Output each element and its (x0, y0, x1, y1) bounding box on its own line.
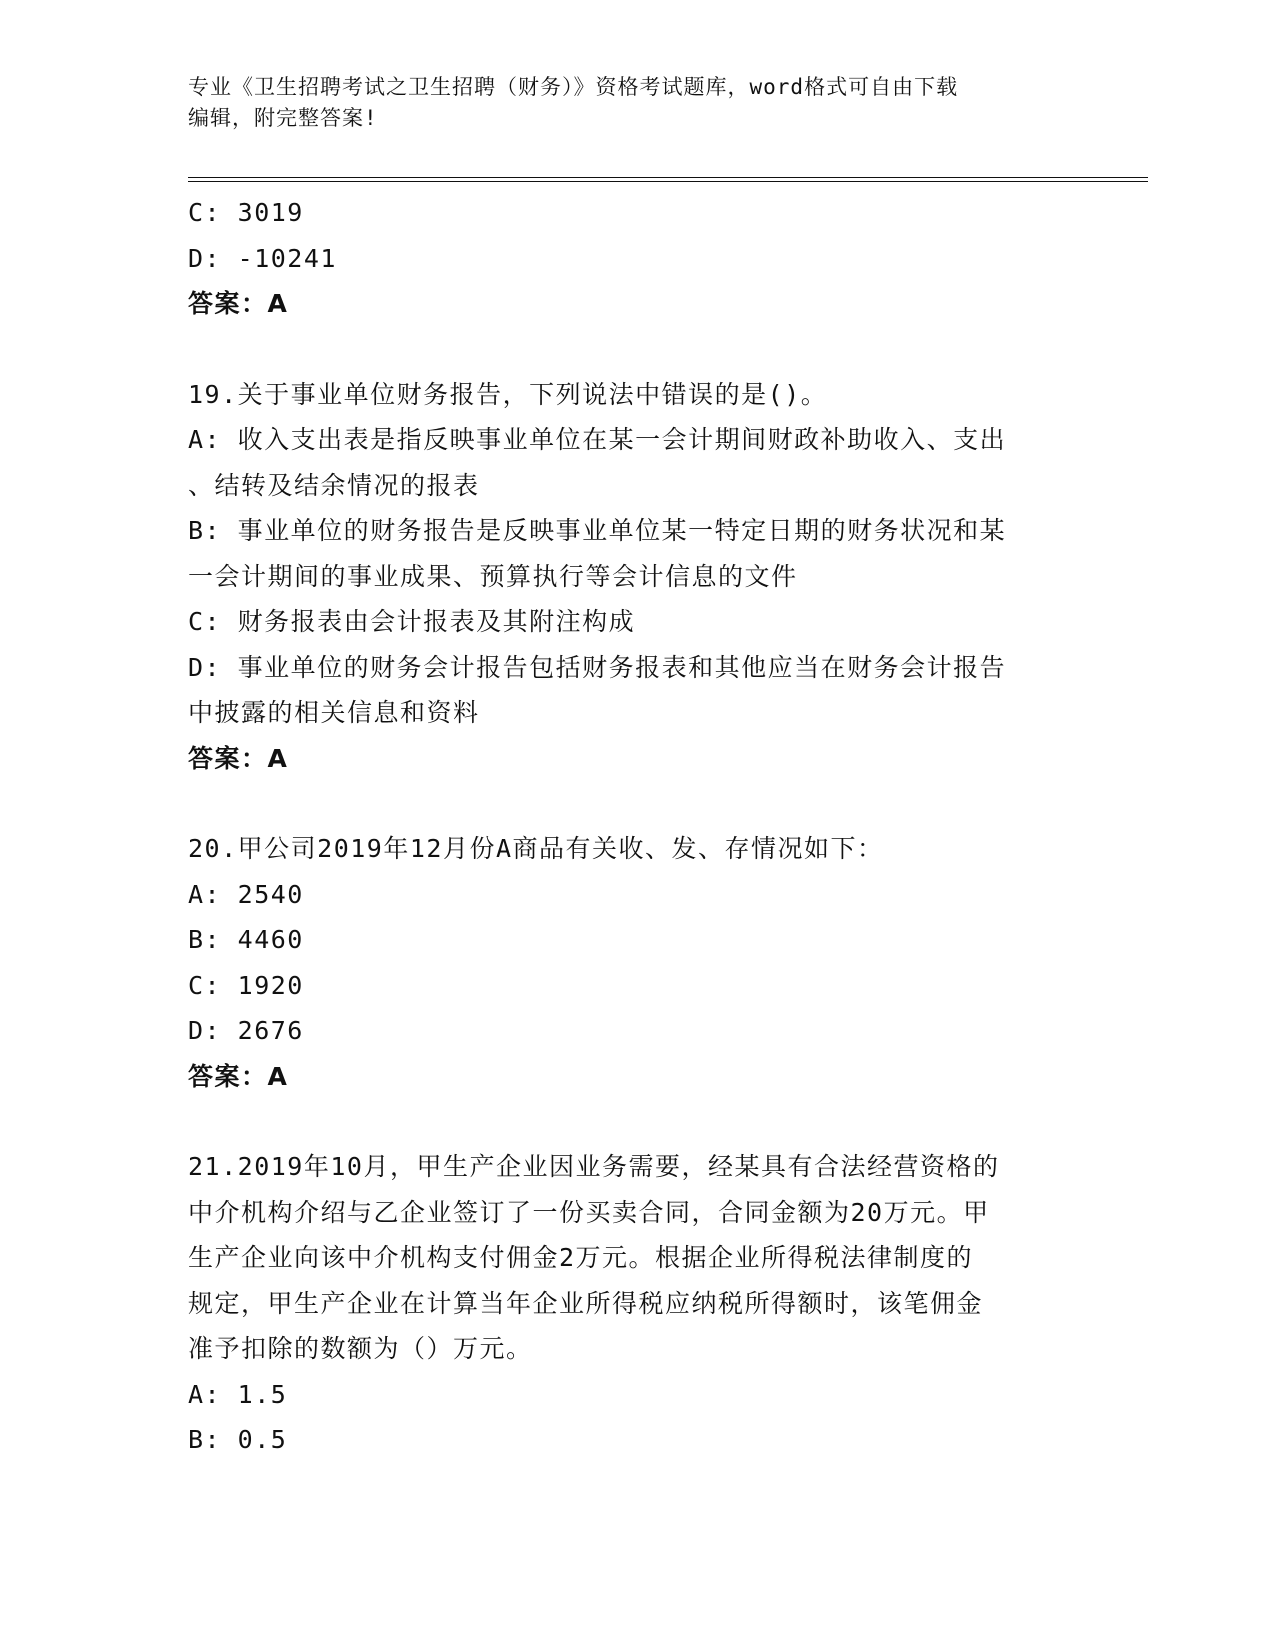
question-stem: 21.2019年10月，甲生产企业因业务需要，经某具有合法经营资格的 (188, 1152, 1000, 1181)
question-stem-continued: 生产企业向该中介机构支付佣金2万元。根据企业所得税法律制度的 (188, 1243, 974, 1272)
question-stem-continued: 规定，甲生产企业在计算当年企业所得税应纳税所得额时，该笔佣金 (188, 1288, 984, 1318)
header-divider-bottom (188, 181, 1148, 182)
question-20 (188, 826, 1068, 1099)
option-b-continued: 一会计期间的事业成果、预算执行等会计信息的文件 (188, 561, 798, 591)
question-stem: 19.关于事业单位财务报告，下列说法中错误的是()。 (188, 379, 828, 409)
spacer (188, 1099, 1068, 1144)
answer-line: 答案：A (188, 1061, 289, 1091)
spacer (188, 781, 1068, 826)
option-b: B: 4460 (188, 925, 304, 954)
option-a: A: 2540 (188, 879, 304, 909)
document-header (188, 72, 1068, 134)
option-a-continued: 、结转及结余情况的报表 (188, 470, 480, 500)
option-d: D: 事业单位的财务会计报告包括财务报表和其他应当在财务会计报告 (188, 652, 1007, 682)
header-divider-top (188, 177, 1148, 178)
question-stem-continued: 中介机构介绍与乙企业签订了一份买卖合同，合同金额为20万元。甲 (188, 1197, 990, 1227)
option-b: B: 事业单位的财务报告是反映事业单位某一特定日期的财务状况和某 (188, 516, 1007, 545)
question-19 (188, 372, 1068, 782)
option-d: D: 2676 (188, 1016, 304, 1045)
answer-line: 答案：A (188, 743, 289, 773)
header-line-2: 编辑，附完整答案! (188, 106, 378, 130)
option-a: A: 1.5 (188, 1379, 288, 1409)
header-line-1: 专业《卫生招聘考试之卫生招聘（财务）》资格考试题库，word格式可自由下载 (188, 75, 959, 99)
question-18-tail (188, 190, 1068, 327)
spacer (188, 327, 1068, 372)
option-c: C: 财务报表由会计报表及其附注构成 (188, 607, 636, 636)
option-c: C: 1920 (188, 970, 304, 1000)
answer-line: 答案：A (188, 289, 289, 318)
question-stem-continued: 准予扣除的数额为（）万元。 (188, 1334, 533, 1363)
option-c: C: 3019 (188, 198, 304, 227)
option-a: A: 收入支出表是指反映事业单位在某一会计期间财政补助收入、支出 (188, 425, 1007, 454)
option-b: B: 0.5 (188, 1425, 288, 1454)
option-d: D: -10241 (188, 243, 337, 273)
option-d-continued: 中披露的相关信息和资料 (188, 698, 480, 727)
question-content (188, 190, 1068, 1463)
question-stem: 20.甲公司2019年12月份A商品有关收、发、存情况如下： (188, 834, 884, 863)
question-21 (188, 1144, 1068, 1463)
